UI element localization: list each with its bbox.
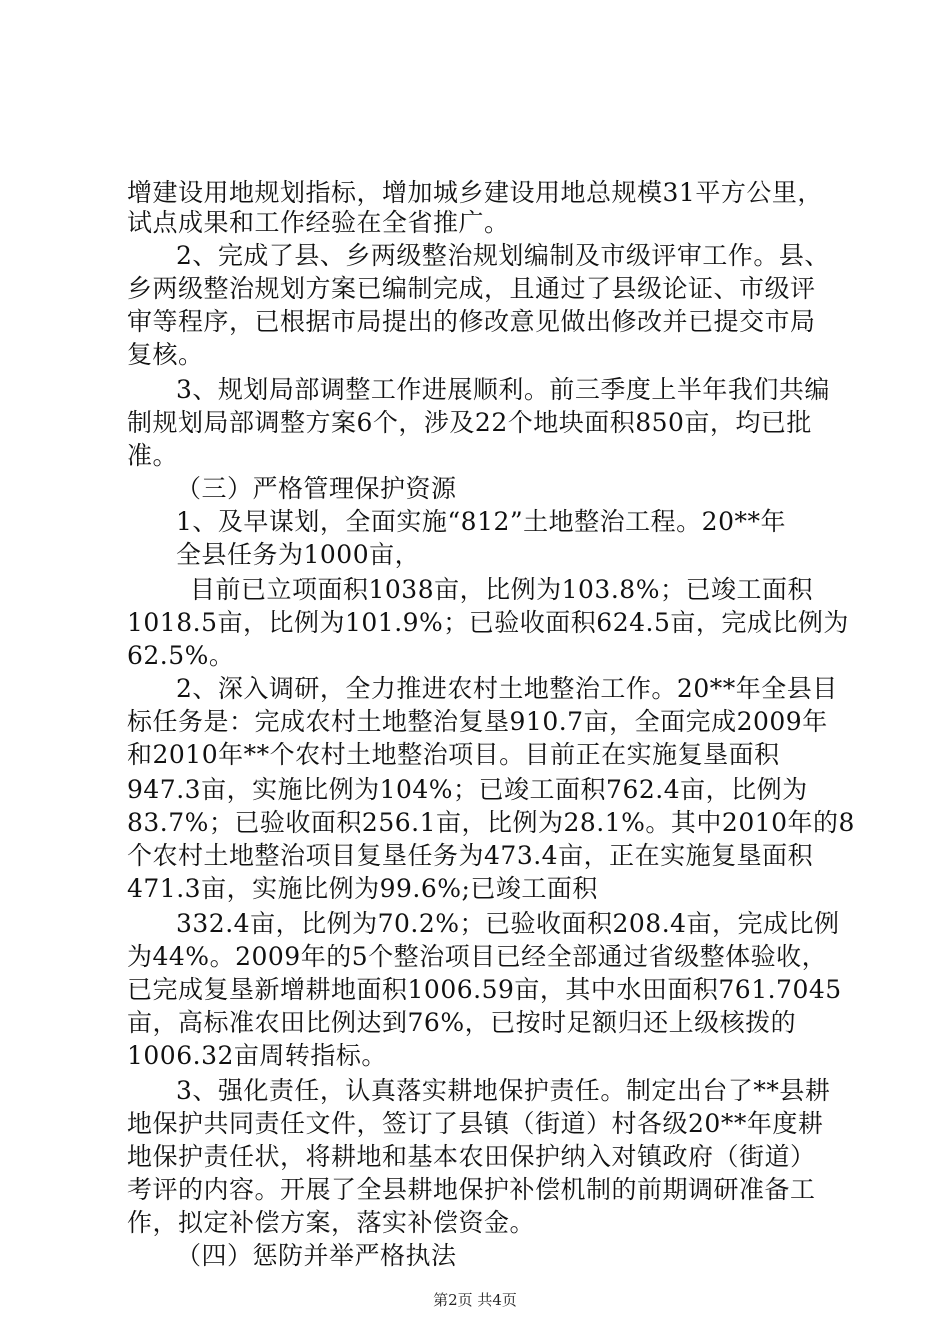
text-line: 考评的内容。开展了全县耕地保护补偿机制的前期调研准备工 [127, 1175, 816, 1204]
text-line: 332.4亩，比例为70.2%；已验收面积208.4亩，完成比例 [176, 909, 840, 938]
text-line: 为44%。2009年的5个整治项目已经全部通过省级整体验收， [127, 942, 828, 971]
text-line: 1006.32亩周转指标。 [127, 1041, 387, 1070]
text-line: 准。 [127, 441, 179, 470]
page-indicator: 第2页 共4页 [433, 1291, 517, 1309]
text-line: 地保护责任状，将耕地和基本农田保护纳入对镇政府（街道） [127, 1142, 816, 1171]
text-line: 947.3亩，实施比例为104%；已竣工面积762.4亩，比例为 [127, 775, 808, 804]
text-line: 62.5%。 [127, 641, 235, 670]
text-line: 复核。 [127, 340, 204, 369]
text-line: 2、深入调研，全力推进农村土地整治工作。20**年全县目 [176, 674, 838, 703]
text-line: 1018.5亩，比例为101.9%；已验收面积624.5亩，完成比例为 [127, 608, 849, 637]
text-line: 1、及早谋划，全面实施“812”土地整治工程。20**年 [176, 507, 786, 536]
text-line: 2、完成了县、乡两级整治规划编制及市级评审工作。县、 [176, 241, 830, 270]
text-line: 乡两级整治规划方案已编制完成，且通过了县级论证、市级评 [127, 274, 816, 303]
text-line: 3、强化责任，认真落实耕地保护责任。制定出台了**县耕 [176, 1076, 831, 1105]
text-line: 审等程序，已根据市局提出的修改意见做出修改并已提交市局 [127, 307, 816, 336]
text-line: 个农村土地整治项目复垦任务为473.4亩，正在实施复垦面积 [127, 841, 814, 870]
text-line: 亩，高标准农田比例达到76%，已按时足额归还上级核拨的 [127, 1008, 797, 1037]
text-line: 和2010年**个农村土地整治项目。目前正在实施复垦面积 [127, 740, 780, 769]
text-line: 471.3亩，实施比例为99.6%;已竣工面积 [127, 874, 598, 903]
text-line: 试点成果和工作经验在全省推广。 [127, 208, 510, 237]
text-line: 作，拟定补偿方案，落实补偿资金。 [127, 1208, 536, 1237]
text-line: 制规划局部调整方案6个，涉及22个地块面积850亩，均已批 [127, 408, 812, 437]
text-line: 增建设用地规划指标，增加城乡建设用地总规模31平方公里， [127, 178, 823, 207]
text-line: 全县任务为1000亩， [176, 540, 421, 569]
text-line: 标任务是：完成农村土地整治复垦910.7亩，全面完成2009年 [127, 707, 828, 736]
text-line: 已完成复垦新增耕地面积1006.59亩，其中水田面积761.7045 [127, 975, 842, 1004]
section-heading: （三）严格管理保护资源 [176, 474, 457, 503]
text-line: 目前已立项面积1038亩，比例为103.8%；已竣工面积 [190, 575, 813, 604]
text-line: 地保护共同责任文件，签订了县镇（街道）村各级20**年度耕 [127, 1109, 824, 1138]
section-heading: （四）惩防并举严格执法 [176, 1241, 457, 1270]
page-footer [0, 1290, 950, 1310]
text-line: 83.7%；已验收面积256.1亩，比例为28.1%。其中2010年的8 [127, 808, 855, 837]
text-line: 3、规划局部调整工作进展顺利。前三季度上半年我们共编 [176, 375, 830, 404]
